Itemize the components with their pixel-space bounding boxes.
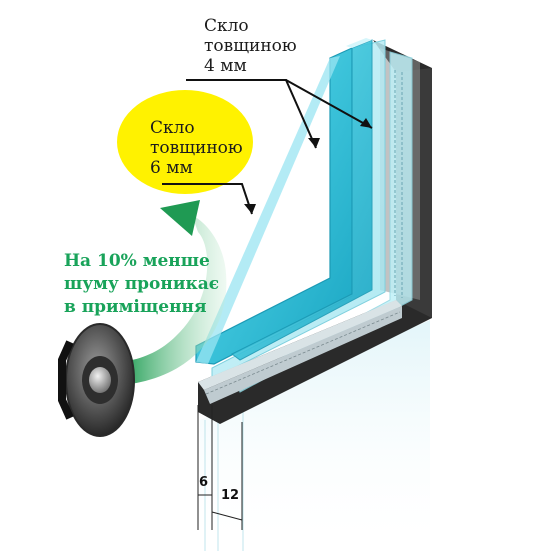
noise-text-line1: На 10% менше bbox=[64, 251, 210, 271]
glass-pane-outer bbox=[196, 38, 372, 364]
label-glass-4mm bbox=[204, 16, 297, 76]
speaker-icon bbox=[62, 324, 134, 436]
dimension-label-gap: 12 bbox=[221, 488, 240, 503]
noise-text-line2: шуму проникає bbox=[64, 274, 220, 294]
label-glass-4mm-line2: товщиною bbox=[204, 36, 297, 56]
noise-text-line3: в приміщення bbox=[64, 297, 207, 317]
label-glass-6mm-line2: товщиною bbox=[150, 138, 243, 158]
label-glass-6mm-line1: Скло bbox=[150, 118, 195, 138]
noise-reduction-text bbox=[64, 250, 219, 319]
pointer-arrowhead bbox=[308, 138, 320, 148]
dimension-label-glass: 6 bbox=[199, 475, 209, 490]
label-glass-4mm-line1: Скло bbox=[204, 16, 249, 36]
label-glass-4mm-line3: 4 мм bbox=[204, 56, 247, 76]
label-glass-6mm bbox=[150, 118, 243, 178]
label-glass-6mm-line3: 6 мм bbox=[150, 158, 193, 178]
pointer-arrowhead bbox=[244, 204, 256, 214]
